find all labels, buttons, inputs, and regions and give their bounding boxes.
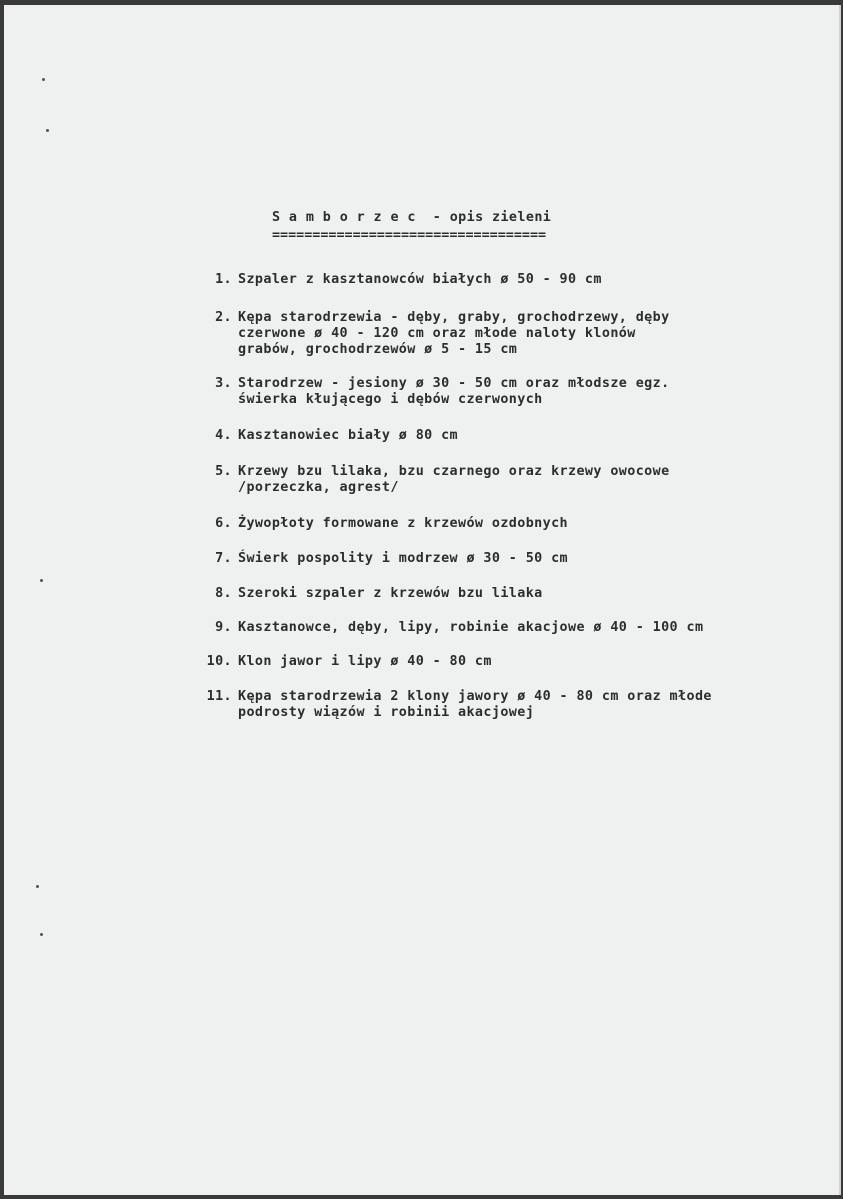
item-text: Kasztanowiec biały ø 80 cm [238,428,459,443]
item-number: 6. [215,516,232,531]
item-text: Krzewy bzu lilaka, bzu czarnego oraz krzewy owocowe /porzeczka, agrest/ [238,464,670,495]
item-number: 10. [206,654,232,669]
item-text: Kępa starodrzewia 2 klony jawory ø 40 - 80 cm oraz młode podrosty wiązów i robinii akacjowej [238,689,712,720]
list-item [204,551,819,567]
item-number: 7. [215,551,232,566]
list-item [204,310,819,358]
punch-dot [40,579,43,582]
list-item [204,464,819,496]
item-text: Starodrzew - jesiony ø 30 - 50 cm oraz młodsze egz. świerka kłującego i dębów czerwonych [238,376,670,407]
punch-dot [36,885,39,888]
item-number: 9. [215,620,232,635]
item-number: 2. [215,310,232,325]
item-number: 5. [215,464,232,479]
item-number: 8. [215,586,232,601]
item-text: Kasztanowce, dęby, lipy, robinie akacjowe ø 40 - 100 cm [238,620,704,635]
item-number: 11. [206,689,232,704]
item-text: Kępa starodrzewia - dęby, graby, grochodrzewy, dęby czerwone ø 40 - 120 cm oraz młode naloty klonów grabów, grochodrzewów ø 5 - 15 cm [238,310,670,357]
item-text: Szpaler z kasztanowców białych ø 50 - 90 cm [238,272,602,287]
list-item [204,620,819,636]
title-underline: ================================== [272,228,547,243]
list-item [204,376,819,408]
list-item [204,689,819,721]
item-text: Świerk pospolity i modrzew ø 30 - 50 cm [238,551,569,566]
list-item [204,654,819,670]
punch-dot [42,78,45,81]
item-number: 1. [215,272,232,287]
list-item [204,516,819,532]
item-text: Klon jawor i lipy ø 40 - 80 cm [238,654,492,669]
document-title: S a m b o r z e c - opis zieleni [272,210,552,225]
item-number: 3. [215,376,232,391]
punch-dot [46,129,49,132]
item-number: 4. [215,428,232,443]
list-item [204,586,819,602]
item-text: Żywopłoty formowane z krzewów ozdobnych [238,516,569,531]
item-text: Szeroki szpaler z krzewów bzu lilaka [238,586,543,601]
list-item [204,428,819,444]
punch-dot [40,933,43,936]
list-item [204,272,819,288]
